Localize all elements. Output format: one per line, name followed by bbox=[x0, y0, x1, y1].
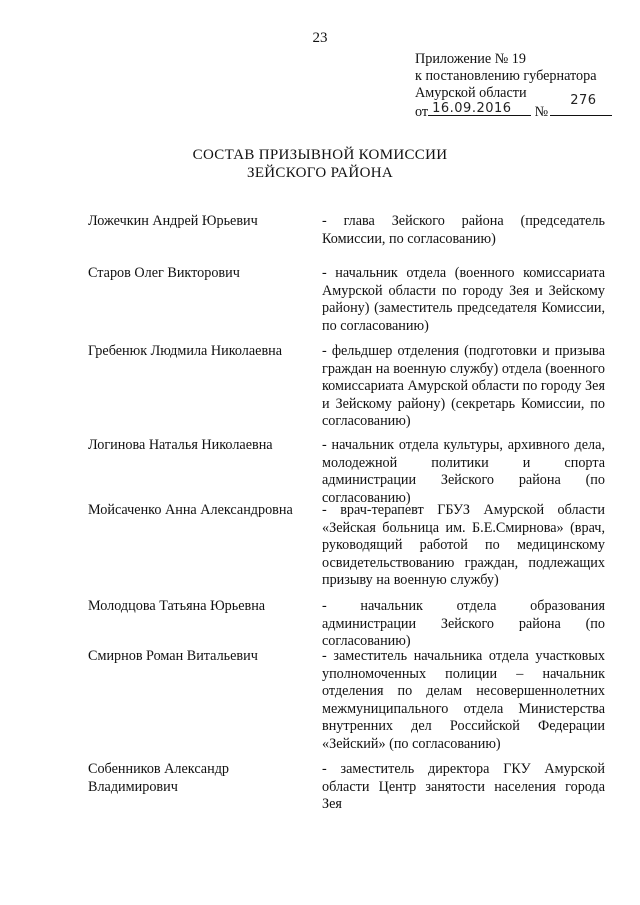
date-prefix: от bbox=[415, 104, 429, 120]
member-name: Ложечкин Андрей Юрьевич bbox=[88, 213, 258, 229]
member-role: - врач-терапевт ГБУЗ Амурской области «Зейская больница им. Б.Е.Смирнова» (врач, руководящий работой по медицинскому освидетельствованию граждан, подлежащих призыву на военную службу) bbox=[322, 502, 605, 588]
member-name: Старов Олег Викторович bbox=[88, 265, 240, 281]
date-underline bbox=[428, 102, 531, 116]
document-title bbox=[0, 146, 640, 182]
member-name: Собенников Александр Владимирович bbox=[88, 761, 230, 795]
member-role: - начальник отдела культуры, архивного дела, молодежной политики и спорта администрации Зейского района (по согласованию) bbox=[322, 437, 605, 506]
member-role: - начальник отдела образования администрации Зейского района (по согласованию) bbox=[322, 598, 605, 649]
member-name: Мойсаченко Анна Александровна bbox=[88, 502, 293, 518]
member-role: - фельдшер отделения (подготовки и призыва граждан на военную службу) отдела (военного комиссариата Амурской области по городу Зея и Зейскому району) (секретарь Комиссии, по согласованию) bbox=[322, 343, 605, 429]
member-role: - заместитель директора ГКУ Амурской области Центр занятости населения города Зея bbox=[322, 761, 605, 812]
member-name: Гребенюк Людмила Николаевна bbox=[88, 343, 283, 359]
member-role: - глава Зейского района (председатель Комиссии, по согласованию) bbox=[322, 213, 605, 247]
member-role: - начальник отдела (военного комиссариата Амурской области по городу Зея и Зейскому району) (заместитель председателя Комиссии, по согласованию) bbox=[322, 265, 605, 334]
number-prefix: № bbox=[534, 104, 549, 120]
appendix-block bbox=[415, 51, 630, 119]
appendix-region: Амурской области bbox=[415, 85, 527, 101]
title-line-1: СОСТАВ ПРИЗЫВНОЙ КОМИССИИ bbox=[192, 147, 448, 163]
appendix-decree: к постановлению губернатора bbox=[415, 68, 597, 84]
member-name: Логинова Наталья Николаевна bbox=[88, 437, 273, 453]
member-name: Молодцова Татьяна Юрьевна bbox=[88, 598, 266, 614]
page-number: 23 bbox=[312, 30, 328, 46]
member-role: - заместитель начальника отдела участковых уполномоченных полиции – начальник отделения по делам несовершеннолетних межмуниципального отдела Министерства внутренних дел Российской Федерации «Зейский» (по согласованию) bbox=[322, 648, 605, 752]
appendix-title: Приложение № 19 bbox=[415, 51, 526, 67]
handwritten-date: 16.09.2016 bbox=[432, 101, 512, 116]
handwritten-number: 276 bbox=[570, 93, 597, 108]
title-line-2: ЗЕЙСКОГО РАЙОНА bbox=[247, 165, 393, 181]
member-name: Смирнов Роман Витальевич bbox=[88, 648, 258, 664]
number-underline bbox=[550, 93, 612, 116]
